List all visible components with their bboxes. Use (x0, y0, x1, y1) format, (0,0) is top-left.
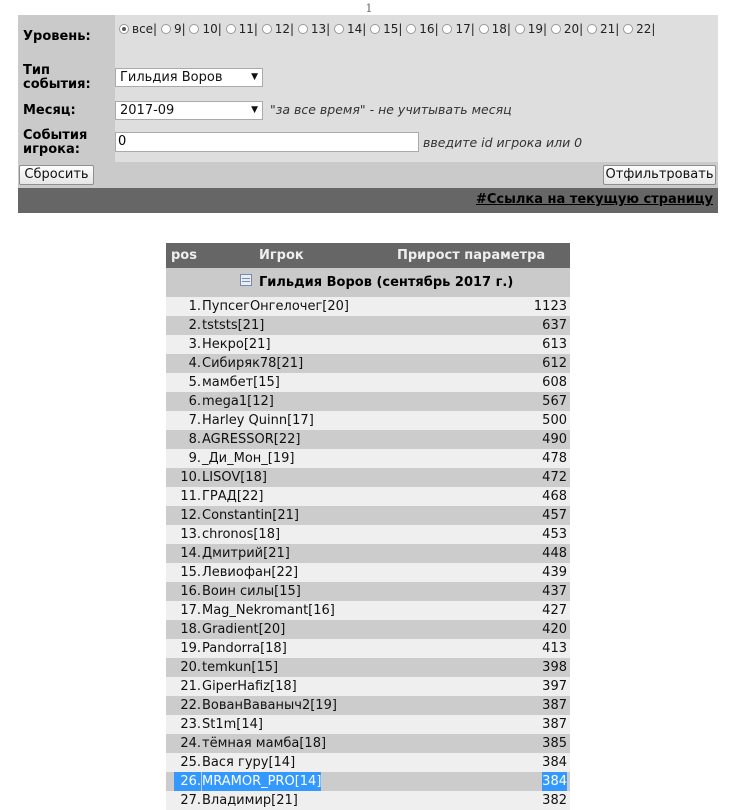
table-row (166, 487, 570, 506)
row-player[interactable]: MRAMOR_PRO[14] (202, 774, 322, 789)
row-pos: 15. (180, 565, 201, 580)
radio-icon[interactable] (262, 24, 272, 34)
level-option[interactable] (370, 20, 402, 39)
row-player[interactable]: мамбет[15] (202, 375, 280, 390)
table-row (166, 354, 570, 373)
table-icon (240, 274, 252, 286)
radio-icon[interactable] (226, 24, 236, 34)
row-value: 387 (542, 717, 567, 732)
row-pos: 25. (180, 755, 201, 770)
table-row (166, 411, 570, 430)
row-pos: 19. (180, 641, 201, 656)
header-player: Игрок (259, 248, 304, 263)
event-type-value: Гильдия Воров (120, 70, 223, 85)
level-option[interactable] (119, 20, 157, 39)
level-option[interactable] (334, 20, 366, 39)
level-option-label: 15| (383, 22, 403, 36)
level-option[interactable] (515, 20, 547, 39)
row-player[interactable]: mega1[12] (202, 394, 274, 409)
row-pos: 13. (180, 527, 201, 542)
row-value: 612 (542, 356, 567, 371)
table-row (166, 620, 570, 639)
level-option-label: 19| (527, 22, 548, 36)
level-option-label: 20| (563, 22, 584, 36)
radio-icon[interactable] (119, 24, 129, 34)
row-player[interactable]: chronos[18] (202, 527, 281, 542)
level-option[interactable] (262, 20, 294, 39)
row-player[interactable]: Harley Quinn[17] (202, 413, 314, 428)
level-option-label: 10| (202, 22, 222, 36)
table-row (166, 544, 570, 563)
radio-icon[interactable] (161, 24, 171, 34)
row-value: 385 (542, 736, 567, 751)
row-value: 384 (542, 774, 567, 789)
row-pos: 11. (180, 489, 201, 504)
level-option-label: 11| (238, 22, 258, 36)
level-option[interactable] (226, 20, 258, 39)
table-row (166, 677, 570, 696)
row-player[interactable]: Воин силы[15] (202, 584, 301, 599)
table-body (166, 297, 570, 810)
level-option[interactable] (442, 20, 474, 39)
table-row (166, 316, 570, 335)
level-option-label: 21| (600, 22, 620, 36)
row-value: 397 (542, 679, 567, 694)
level-option-label: 17| (455, 22, 475, 36)
table-row (166, 297, 570, 316)
row-player[interactable]: Вася гуру[14] (202, 755, 296, 770)
row-pos: 10. (180, 470, 201, 485)
table-row (166, 392, 570, 411)
row-pos: 8. (188, 432, 201, 447)
row-value: 1123 (533, 299, 567, 314)
radio-icon[interactable] (334, 24, 344, 34)
table-row (166, 772, 570, 791)
radio-icon[interactable] (370, 24, 380, 34)
table-row (166, 582, 570, 601)
table-row (166, 715, 570, 734)
header-pos: pos (171, 248, 197, 263)
filter-button[interactable]: Отфильтровать (603, 165, 716, 185)
row-player[interactable]: ГРАД[22] (202, 489, 264, 504)
row-player[interactable]: Mag_Nekromant[16] (202, 603, 335, 618)
row-player[interactable]: Левиофан[22] (202, 565, 299, 580)
player-id-input[interactable]: 0 (115, 132, 419, 152)
row-value: 398 (542, 660, 567, 675)
row-value: 439 (542, 565, 567, 580)
row-pos: 2. (188, 318, 201, 333)
group-title: Гильдия Воров (сентябрь 2017 г.) (259, 275, 514, 290)
row-value: 457 (542, 508, 567, 523)
table-row (166, 468, 570, 487)
table-header (166, 243, 570, 268)
radio-icon[interactable] (551, 24, 561, 34)
row-pos: 24. (180, 736, 201, 751)
level-option[interactable] (587, 20, 619, 39)
rating-table (166, 243, 570, 810)
level-option[interactable] (623, 20, 655, 39)
level-option[interactable] (406, 20, 438, 39)
row-value: 478 (542, 451, 567, 466)
month-label: Месяц: (23, 103, 76, 118)
level-label: Уровень: (23, 29, 91, 44)
table-row (166, 734, 570, 753)
filter-panel (18, 15, 718, 213)
table-row (166, 658, 570, 677)
row-player[interactable]: _Ди_Мон_[19] (202, 451, 295, 466)
radio-icon[interactable] (515, 24, 525, 34)
row-pos: 21. (180, 679, 201, 694)
month-select[interactable] (115, 101, 263, 120)
row-pos: 20. (180, 660, 201, 675)
row-pos: 7. (188, 413, 201, 428)
row-pos: 18. (180, 622, 201, 637)
level-option-label: 22| (636, 22, 656, 36)
month-hint: "за все время" - не учитывать месяц (270, 102, 512, 117)
table-row (166, 506, 570, 525)
row-pos: 26. (174, 772, 201, 791)
row-value: 427 (542, 603, 567, 618)
level-option[interactable] (189, 20, 221, 39)
row-pos: 9. (188, 451, 201, 466)
row-player[interactable]: Pandorra[18] (202, 641, 287, 656)
row-player[interactable]: temkun[15] (202, 660, 279, 675)
row-pos: 4. (188, 356, 201, 371)
row-player[interactable]: Владимир[21] (202, 793, 298, 808)
row-value: 500 (542, 413, 567, 428)
triangle-down-icon: ▼ (251, 72, 258, 82)
row-value: 437 (542, 584, 567, 599)
level-option-label: 18| (491, 22, 511, 36)
filter-values (115, 15, 718, 162)
table-row (166, 563, 570, 582)
triangle-down-icon: ▼ (251, 105, 258, 115)
level-option-label: 14| (347, 22, 367, 36)
row-pos: 22. (180, 698, 201, 713)
radio-icon[interactable] (623, 24, 633, 34)
table-row (166, 696, 570, 715)
radio-icon[interactable] (406, 24, 416, 34)
row-pos: 12. (180, 508, 201, 523)
row-pos: 1. (188, 299, 201, 314)
row-value: 468 (542, 489, 567, 504)
table-row (166, 430, 570, 449)
player-events-label: События игрока: (23, 128, 88, 157)
row-player[interactable]: GiperHafiz[18] (202, 679, 297, 694)
row-player[interactable]: Дмитрий[21] (202, 546, 290, 561)
table-row (166, 791, 570, 810)
table-row (166, 753, 570, 772)
row-value: 387 (542, 698, 567, 713)
player-id-hint: введите id игрока или 0 (423, 135, 583, 150)
row-value: 382 (542, 793, 567, 808)
month-value: 2017-09 (120, 103, 175, 118)
row-value: 413 (542, 641, 567, 656)
level-option-label: 13| (310, 22, 331, 36)
header-gain: Прирост параметра (397, 248, 546, 263)
level-option[interactable] (551, 20, 583, 39)
group-title-row (166, 268, 570, 297)
level-option-label: 9| (173, 22, 186, 36)
table-row (166, 639, 570, 658)
row-player[interactable]: Constantin[21] (202, 508, 299, 523)
row-value: 472 (542, 470, 567, 485)
row-pos: 16. (180, 584, 201, 599)
row-pos: 5. (188, 375, 201, 390)
table-row (166, 601, 570, 620)
row-player[interactable]: ПупсегОнгелочег[20] (202, 299, 349, 314)
row-pos: 14. (180, 546, 201, 561)
level-option-label: 12| (274, 22, 295, 36)
current-page-link[interactable]: #Ссылка на текущую страницу (476, 192, 713, 207)
row-pos: 6. (188, 394, 201, 409)
row-value: 384 (542, 755, 567, 770)
row-pos: 23. (180, 717, 201, 732)
level-option-label: 16| (419, 22, 439, 36)
row-value: 448 (542, 546, 567, 561)
row-player[interactable]: Сибиряк78[21] (202, 356, 304, 371)
row-player[interactable]: тёмная мамба[18] (202, 736, 327, 751)
row-player[interactable]: AGRESSOR[22] (202, 432, 301, 447)
row-player[interactable]: Gradient[20] (202, 622, 286, 637)
radio-icon[interactable] (587, 24, 597, 34)
radio-icon[interactable] (189, 24, 199, 34)
row-value: 453 (542, 527, 567, 542)
row-value: 613 (542, 337, 567, 352)
row-value: 420 (542, 622, 567, 637)
row-pos: 27. (180, 793, 201, 808)
level-option-label: все| (132, 22, 158, 36)
level-option[interactable] (479, 20, 511, 39)
row-value: 490 (542, 432, 567, 447)
table-row (166, 335, 570, 354)
radio-icon[interactable] (442, 24, 452, 34)
level-option[interactable] (298, 20, 330, 39)
table-row (166, 525, 570, 544)
level-radio-group (119, 20, 709, 39)
row-player[interactable]: Некро[21] (202, 337, 271, 352)
row-player[interactable]: St1m[14] (202, 717, 263, 732)
row-player[interactable]: ВованВаваныч2[19] (202, 698, 337, 713)
table-row (166, 449, 570, 468)
reset-button[interactable]: Сбросить (19, 165, 94, 185)
event-type-select[interactable] (115, 68, 263, 87)
row-player[interactable]: tststs[21] (202, 318, 265, 333)
row-value: 608 (542, 375, 567, 390)
event-type-label: Тип события: (23, 63, 91, 92)
link-bar (18, 188, 718, 213)
radio-icon[interactable] (479, 24, 489, 34)
level-option[interactable] (161, 20, 186, 39)
table-row (166, 373, 570, 392)
row-value: 567 (542, 394, 567, 409)
row-pos: 3. (188, 337, 201, 352)
row-value: 637 (542, 318, 567, 333)
row-player[interactable]: LISOV[18] (202, 470, 267, 485)
row-pos: 17. (180, 603, 201, 618)
page-number[interactable]: 1 (365, 2, 373, 15)
radio-icon[interactable] (298, 24, 308, 34)
